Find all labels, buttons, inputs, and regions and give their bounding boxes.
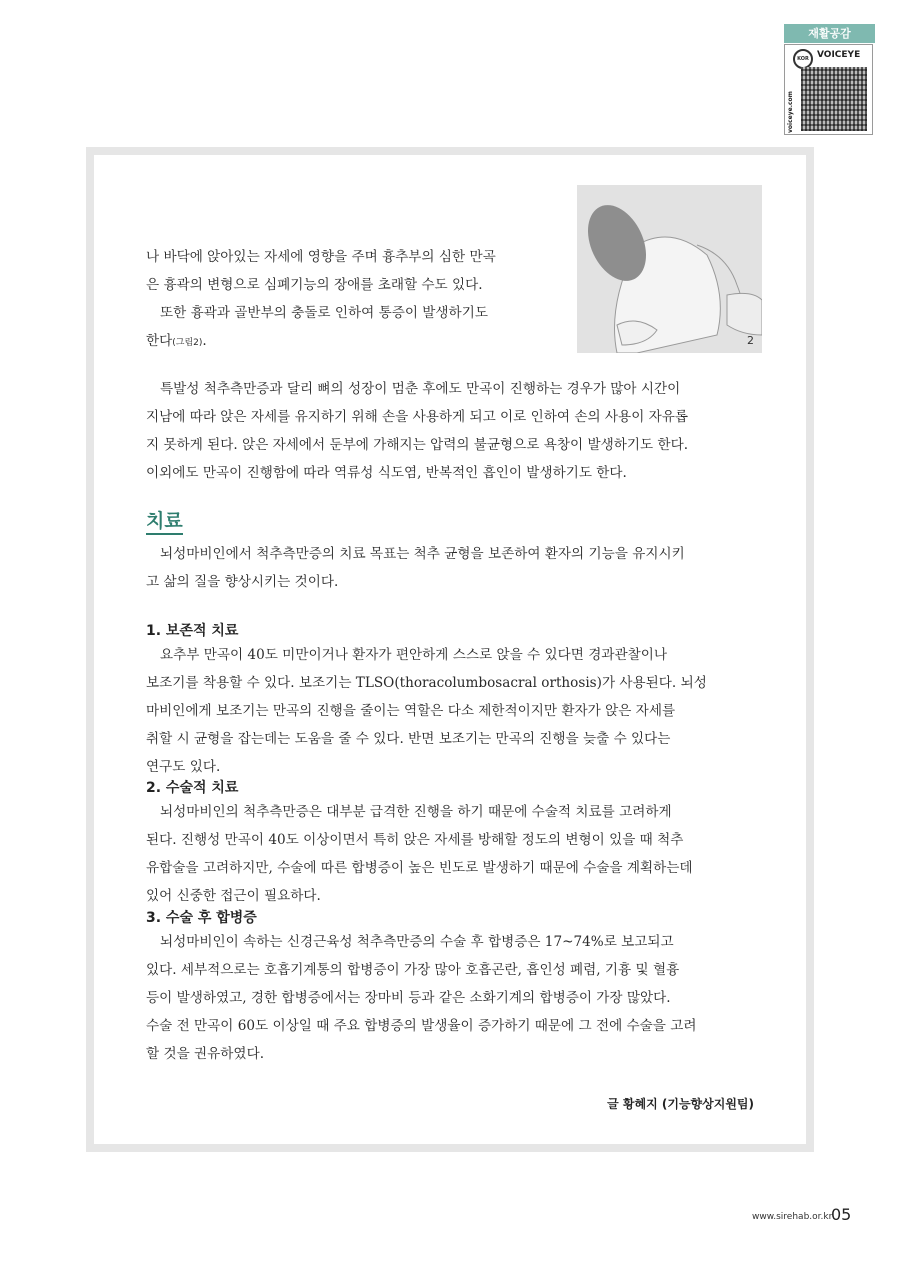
voiceye-qr-code (784, 44, 873, 135)
page-number: 05 (831, 1205, 852, 1224)
kor-badge-icon: KOR (793, 49, 813, 69)
text-line: 요추부 만곡이 40도 미만이거나 환자가 편안하게 스스로 앉을 수 있다면 경과관찰이나 (160, 647, 667, 663)
text-line: 유합술을 고려하지만, 수술에 따른 합병증이 높은 빈도로 발생하기 때문에 수술을 계획하는데 (146, 860, 693, 876)
intro-paragraph (146, 243, 576, 357)
text-line: 보조기를 착용할 수 있다. 보조기는 TLSO(thoracolumbosacral orthosis)가 사용된다. 뇌성 (146, 675, 707, 691)
qr-pattern (801, 67, 867, 131)
body-paragraph (146, 375, 756, 487)
section-tag: 재활공감 (784, 24, 875, 43)
figure-reference: (그림2) (172, 338, 203, 348)
text-line: 지남에 따라 앉은 자세를 유지하기 위해 손을 사용하게 되고 이로 인하여 손의 사용이 자유롭 (146, 409, 689, 425)
section-1-body (146, 641, 756, 781)
voiceye-url: voiceye.com (787, 91, 794, 133)
text-line: 연구도 있다. (146, 759, 221, 775)
text-line: 나 바닥에 앉아있는 자세에 영향을 주며 흉추부의 심한 만곡 (146, 249, 496, 265)
text-line: 뇌성마비인의 척추측만증은 대부분 급격한 진행을 하기 때문에 수술적 치료를 고려하게 (160, 804, 672, 820)
section-2-title: 2. 수술적 치료 (146, 780, 239, 796)
figure-number: 2 (747, 334, 754, 347)
figure-2-illustration (577, 185, 762, 353)
text-line: 또한 흉곽과 골반부의 충돌로 인하여 통증이 발생하기도 (160, 305, 488, 321)
treatment-intro (146, 540, 756, 596)
section-3-title: 3. 수술 후 합병증 (146, 910, 257, 926)
text-line: 은 흉곽의 변형으로 심폐기능의 장애를 초래할 수도 있다. (146, 277, 483, 293)
author-credit: 글 황혜지 (기능향상지원팀) (607, 1097, 754, 1111)
text-line: 마비인에게 보조기는 만곡의 진행을 줄이는 역할은 다소 제한적이지만 환자가 앉은 자세를 (146, 703, 676, 719)
text-fragment: . (202, 333, 207, 349)
voiceye-logo: VOICEYE (817, 50, 861, 60)
section-2-body (146, 798, 756, 910)
text-line: 있다. 세부적으로는 호흡기계통의 합병증이 가장 많아 호흡곤란, 흡인성 폐렴, 기흉 및 혈흉 (146, 962, 680, 978)
patient-illustration (577, 185, 762, 353)
text-line: 된다. 진행성 만곡이 40도 이상이면서 특히 앉은 자세를 방해할 정도의 변형이 있을 때 척추 (146, 832, 684, 848)
text-line: 고 삶의 질을 향상시키는 것이다. (146, 574, 339, 590)
text-line: 취할 시 균형을 잡는데는 도움을 줄 수 있다. 반면 보조기는 만곡의 진행을 늦출 수 있다는 (146, 731, 671, 747)
text-line: 할 것을 권유하였다. (146, 1046, 265, 1062)
text-line: 뇌성마비인이 속하는 신경근육성 척추측만증의 수술 후 합병증은 17~74%로 보고되고 (160, 934, 674, 950)
text-line: 뇌성마비인에서 척추측만증의 치료 목표는 척추 균형을 보존하여 환자의 기능을 유지시키 (160, 546, 685, 562)
treatment-heading: 치료 (146, 509, 183, 535)
text-line: 이외에도 만곡이 진행함에 따라 역류성 식도염, 반복적인 흡인이 발생하기도 한다. (146, 465, 627, 481)
footer-url: www.sirehab.or.kr (752, 1212, 833, 1222)
text-fragment: 한다 (146, 333, 173, 349)
content-page (94, 155, 806, 1144)
text-line: 등이 발생하였고, 경한 합병증에서는 장마비 등과 같은 소화기계의 합병증이 가장 많았다. (146, 990, 671, 1006)
section-1-title: 1. 보존적 치료 (146, 623, 239, 639)
text-line: 수술 전 만곡이 60도 이상일 때 주요 합병증의 발생율이 증가하기 때문에 그 전에 수술을 고려 (146, 1018, 697, 1034)
section-3-body (146, 928, 756, 1068)
text-line: 있어 신중한 접근이 필요하다. (146, 888, 321, 904)
content-frame (86, 147, 814, 1152)
text-line: 지 못하게 된다. 앉은 자세에서 둔부에 가해지는 압력의 불균형으로 욕창이 발생하기도 한다. (146, 437, 689, 453)
text-line: 특발성 척추측만증과 달리 뼈의 성장이 멈춘 후에도 만곡이 진행하는 경우가 많아 시간이 (160, 381, 681, 397)
text-line (146, 327, 576, 357)
